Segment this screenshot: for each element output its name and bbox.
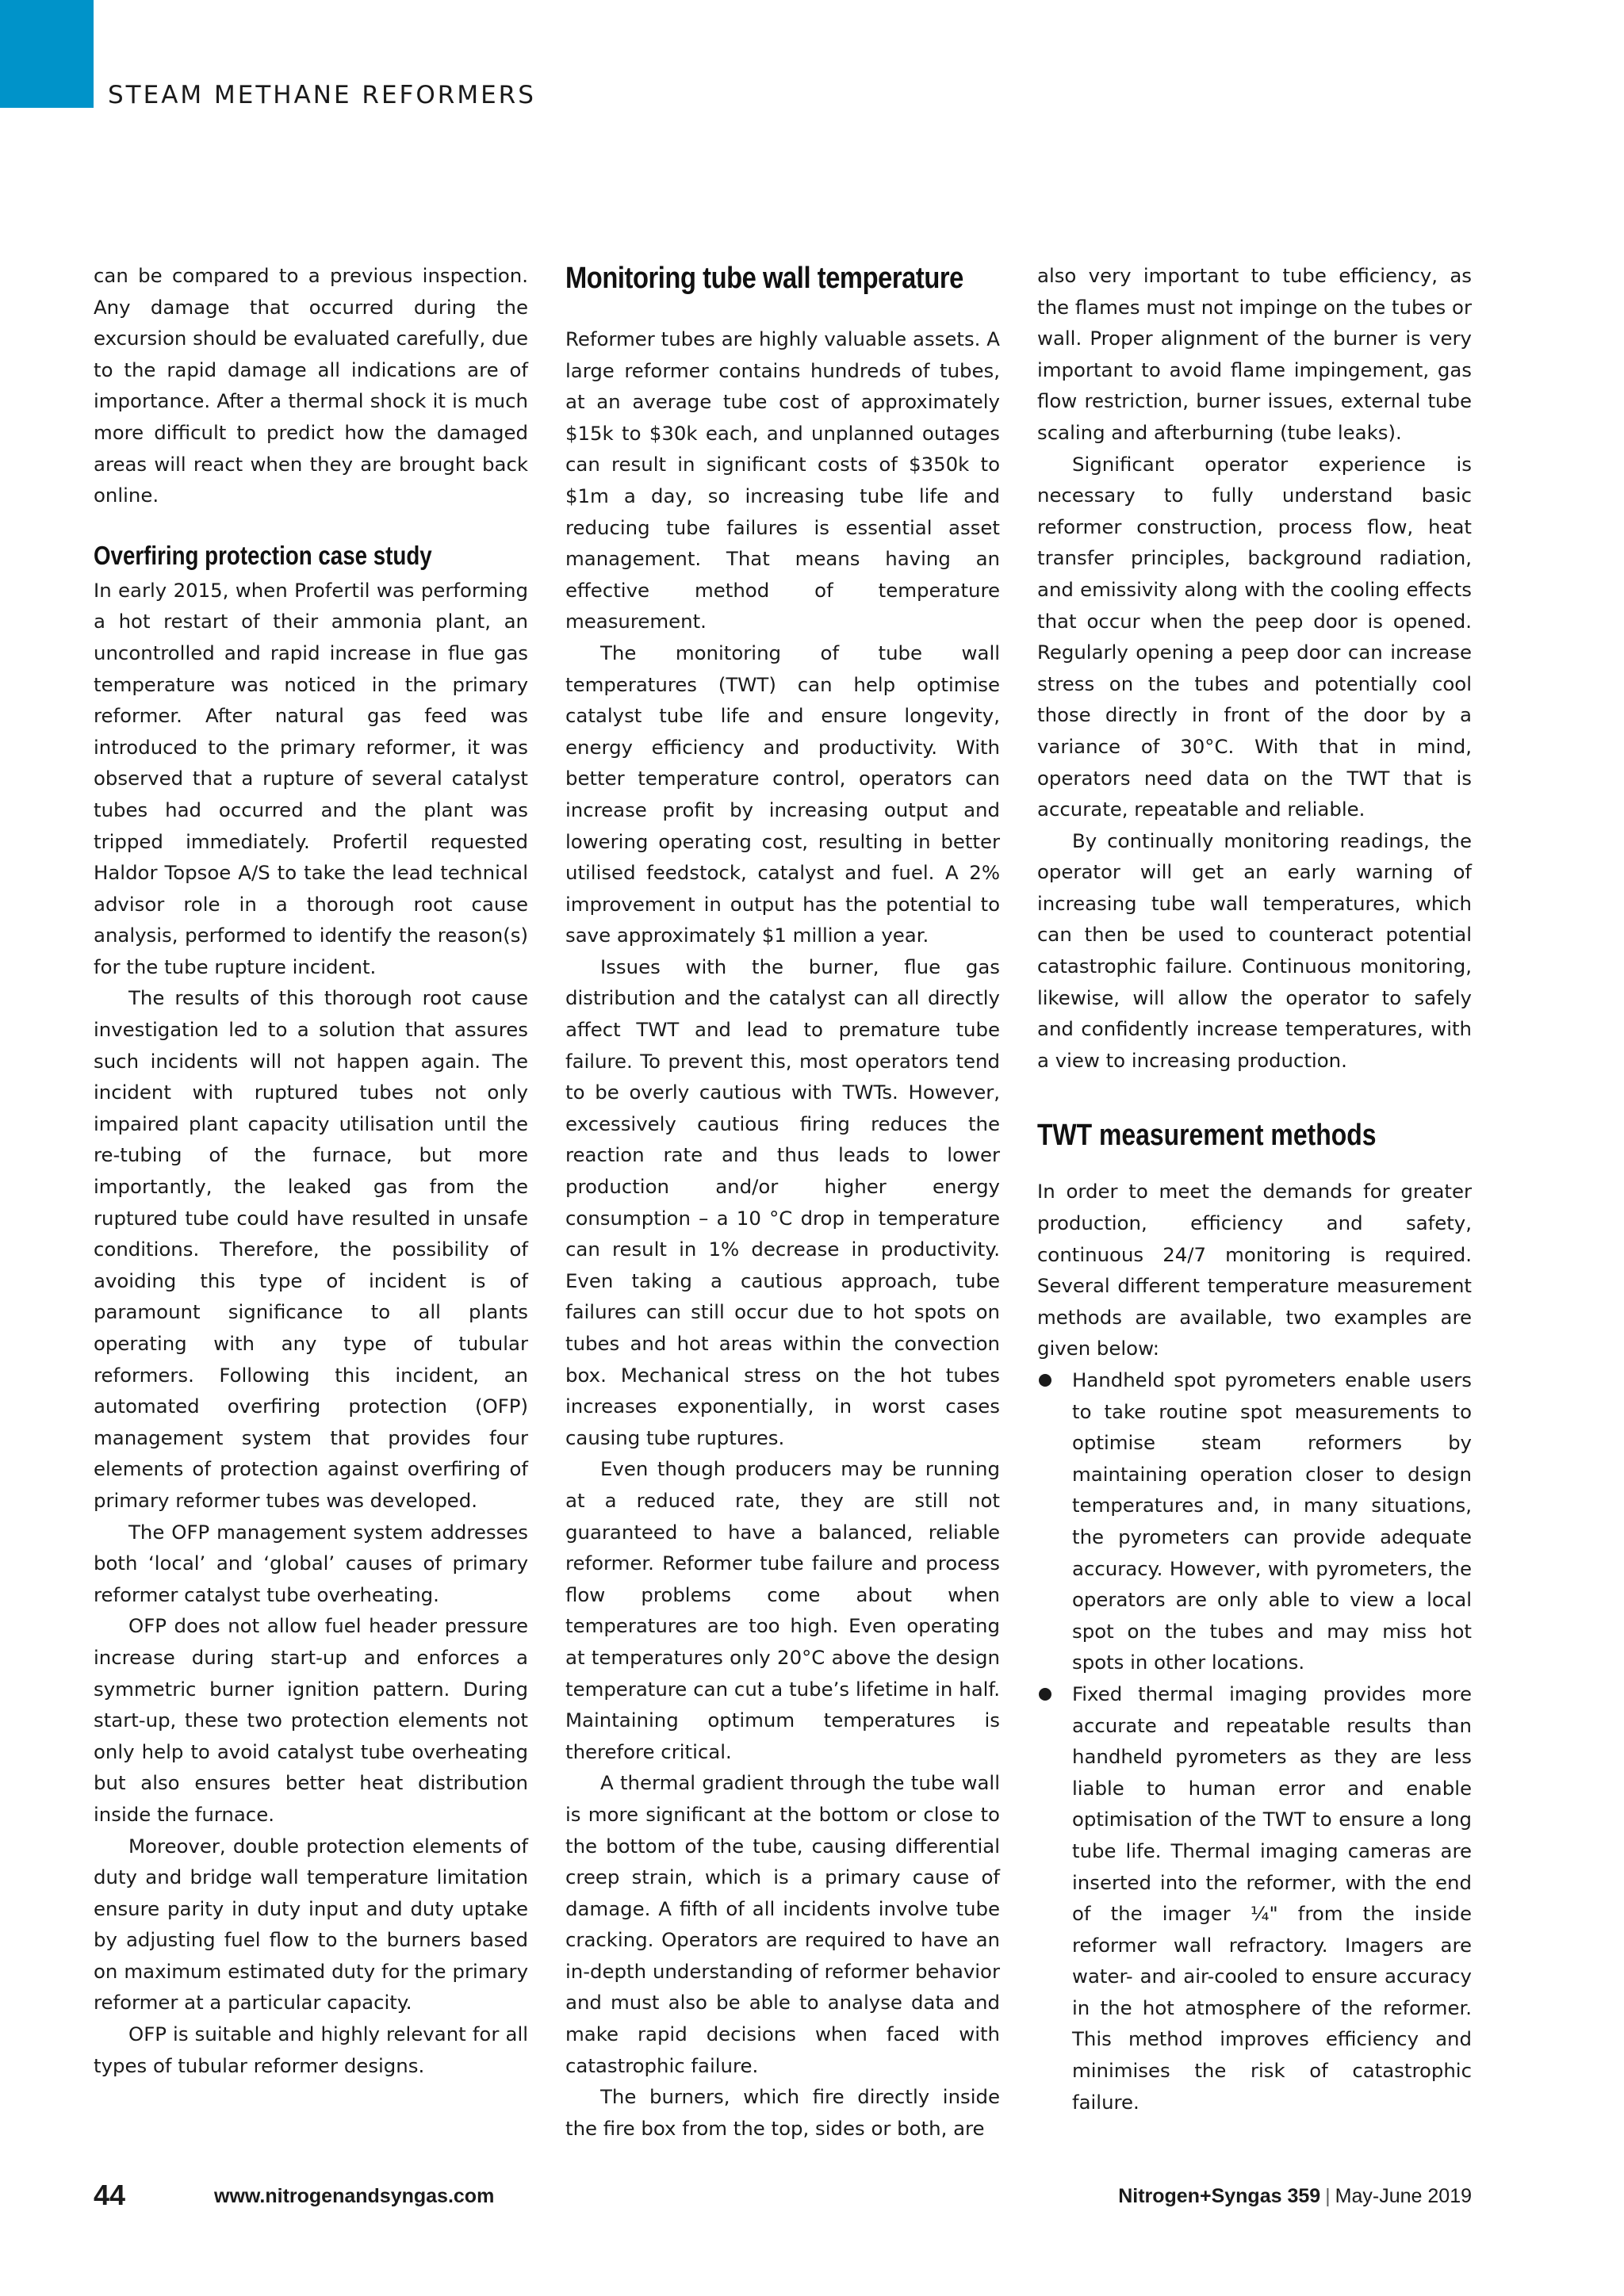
paragraph: The monitoring of tube wall temperatures (TWT) can help optimise catalyst tube life and ensure longevity, energy efficiency and productivity. With better temperature control, operators can increase profit by increasing output and lowering operating cost, resulting in better utilised feedstock, catalyst and fuel. A 2% improvement in output has the potential to save approximately $1 million a year. (565, 641, 1000, 947)
paragraph: can be compared to a previous inspection. Any damage that occurred during the excursion should be evaluated carefully, due to the rapid damage all indications are of importance. After a thermal shock it is much more difficult to predict how the damaged areas will react when they are brought back online. (94, 264, 528, 507)
website-link[interactable]: www.nitrogenandsyngas.com (214, 2185, 495, 2207)
page-number: 44 (94, 2179, 126, 2211)
paragraph: Significant operator experience is necessary to fully understand basic reformer construction, process flow, heat transfer principles, background radiation, and emissivity along with the cooling effects that occur when the peep door is opened. Regularly opening a peep door can increase stress on the tubes and potentially cool those directly in front of the door by a variance of 30°C. With that in mind, operators need data on the TWT that is accurate, repeatable and reliable. (1037, 452, 1472, 821)
list-item-text: Fixed thermal imaging provides more accurate and repeatable results than handheld pyrometers as they are less liable to human error and enable optimisation of the TWT to ensure a long tube life. Thermal imaging cameras are inserted into the reformer, with the end of the imager ¼" from the inside reformer wall refractory. Imagers are water- and air-cooled to ensure accuracy in the hot atmosphere of the reformer. This method improves efficiency and minimises the risk of catastrophic failure. (1072, 1682, 1472, 2114)
paragraph: Moreover, double protection elements of duty and bridge wall temperature limitation ensure parity in duty input and duty uptake by adjusting fuel flow to the burners based on maximum estimated duty for the primary reformer at a particular capacity. (94, 1834, 528, 2015)
section-title: STEAM METHANE REFORMERS (108, 81, 536, 109)
article-column-2 (565, 260, 1000, 2144)
list-item-text: Handheld spot pyrometers enable users to take routine spot measurements to optimise steam reformers by maintaining operation closer to design temperatures and, in many situations, the pyrometers can provide adequate accuracy. However, with pyrometers, the operators are only able to view a local spot on the tubes and may miss hot spots in other locations. (1072, 1368, 1472, 1674)
paragraph: In early 2015, when Profertil was performing a hot restart of their ammonia plant, an uncontrolled and rapid increase in flue gas temperature was noticed in the primary reformer. After natural gas feed was introduced to the primary reformer, it was observed that a rupture of several catalyst tubes had occurred and the plant was tripped immediately. Profertil requested Haldor Topsoe A/S to take the lead technical advisor role in a thorough root cause analysis, performed to identify the reason(s) for the tube rupture incident. (94, 578, 528, 978)
article-column-1 (94, 260, 528, 2081)
heading-monitoring-twt: Monitoring tube wall temperature (565, 262, 963, 295)
issue-date: May-June 2019 (1335, 2185, 1472, 2207)
heading-twt-measurement-methods: TWT measurement methods (1037, 1119, 1377, 1153)
paragraph: Issues with the burner, flue gas distribution and the catalyst can all directly affect TWT and lead to premature tube failure. To prevent this, most operators tend to be overly cautious with TWTs. However, excessively cautious firing reduces the reaction rate and thus leads to lower production and/or higher energy consumption – a 10 °C drop in temperature can result in 1% decrease in productivity. Even taking a cautious approach, tube failures can still occur due to hot spots on tubes and hot areas within the convection box. Mechanical stress on the hot tubes increases exponentially, in worst cases causing tube ruptures. (565, 955, 1000, 1449)
paragraph: By continually monitoring readings, the operator will get an early warning of increasing tube wall temperatures, which can then be used to counteract potential catastrophic failure. Continuous monitoring, likewise, will allow the operator to safely and confidently increase temperatures, with a view to increasing production. (1037, 828, 1472, 1072)
paragraph: Reformer tubes are highly valuable assets. A large reformer contains hundreds of tubes, at an average tube cost of approximately $15k to $30k each, and unplanned outages can result in significant costs of $350k to $1m a day, so increasing tube life and reducing tube failures is essential asset management. That means having an effective method of temperature measurement. (565, 327, 1000, 633)
separator: | (1325, 2185, 1331, 2207)
bullet-icon (1039, 1688, 1051, 1701)
paragraph: The results of this thorough root cause investigation led to a solution that assures such incidents will not happen again. The incident with ruptured tubes not only impaired plant capacity utilisation until the re-tubing of the furnace, but more importantly, the leaked gas from the ruptured tube could have resulted in unsafe conditions. Therefore, the possibility of avoiding this type of incident is of paramount significance to all plants operating with any type of tubular reformers. Following this incident, an automated overfiring protection (OFP) management system that provides four elements of protection against overfiring of primary reformer tubes was developed. (94, 986, 528, 1512)
paragraph: The OFP management system addresses both ‘local’ and ‘global’ causes of primary reformer catalyst tube overheating. (94, 1520, 528, 1606)
paragraph: In order to meet the demands for greater production, efficiency and safety, continuous 24/7 monitoring is required. Several different temperature measurement methods are available, two examples are given below: (1037, 1180, 1472, 1360)
paragraph: also very important to tube efficiency, as the flames must not impinge on the tubes or wall. Proper alignment of the burner is very important to avoid flame impingement, gas flow restriction, burner issues, external tube scaling and afterburning (tube leaks). (1037, 264, 1472, 444)
paragraph: OFP does not allow fuel header pressure increase during start-up and enforces a symmetric burner ignition pattern. During start-up, these two protection elements not only help to avoid catalyst tube overheating but also ensures better heat distribution inside the furnace. (94, 1614, 528, 1826)
paragraph: OFP is suitable and highly relevant for all types of tubular reformer designs. (94, 2022, 528, 2077)
list-item (1037, 1364, 1472, 1678)
paragraph: The burners, which fire directly inside the fire box from the top, sides or both, are (565, 2085, 1000, 2140)
paragraph: A thermal gradient through the tube wall is more significant at the bottom or close to the bottom of the tube, causing differential creep strain, which is a primary cause of damage. A fifth of all incidents involve tube cracking. Operators are required to have an in-depth understanding of reformer behavior and must also be able to analyse data and make rapid decisions when faced with catastrophic failure. (565, 1771, 1000, 2077)
subheading-overfiring-case-study: Overfiring protection case study (94, 540, 432, 570)
bullet-icon (1039, 1374, 1051, 1387)
list-item (1037, 1678, 1472, 2118)
article-column-3 (1037, 260, 1472, 2118)
paragraph: Even though producers may be running at a reduced rate, they are still not guaranteed to have a balanced, reliable reformer. Reformer tube failure and process flow problems come about when temperatures are too high. Even operating at temperatures only 20°C above the design temperature can cut a tube’s lifetime in half. Maintaining optimum temperatures is therefore critical. (565, 1457, 1000, 1763)
section-color-tab (0, 0, 94, 108)
publication-info (1118, 2185, 1472, 2208)
bullet-list (1037, 1364, 1472, 2118)
page-footer (0, 2179, 1624, 2218)
publication-title: Nitrogen+Syngas 359 (1118, 2185, 1321, 2207)
